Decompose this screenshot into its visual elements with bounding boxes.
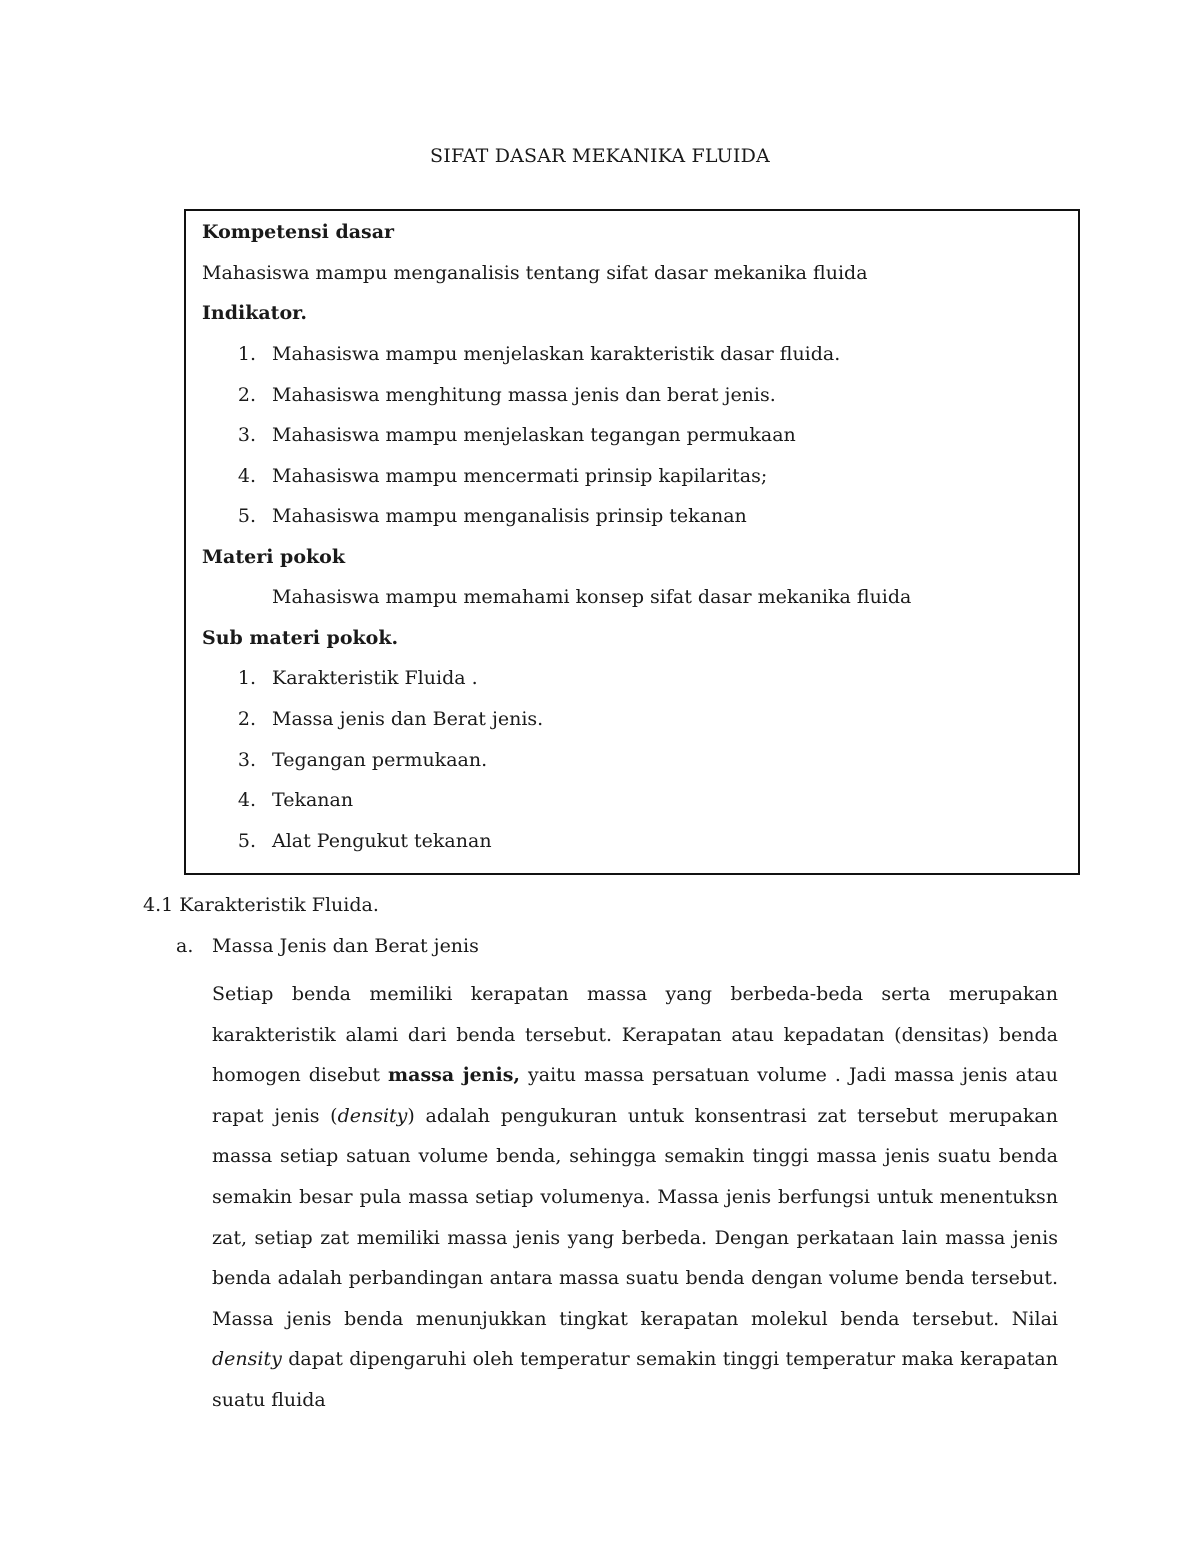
indikator-number: 4. (237, 465, 256, 487)
kompetensi-text: Mahasiswa mampu menganalisis tentang sifat dasar mekanika fluida (202, 262, 868, 284)
submateri-item: Tekanan (272, 789, 354, 811)
submateri-item: Alat Pengukut tekanan (272, 830, 492, 852)
para-text: Setiap benda memiliki kerapatan massa yang berbeda-beda serta merupakan karakteristik alami dari benda tersebut. Kerapatan atau kepadatan (densitas) benda homogen disebut (212, 983, 1058, 1087)
indikator-number: 3. (237, 424, 256, 446)
submateri-number: 5. (237, 830, 256, 852)
indikator-heading: Indikator. (202, 302, 308, 324)
para-text: dapat dipengaruhi oleh temperatur semakin tinggi temperatur maka kerapatan suatu fluida (212, 1348, 1058, 1411)
submateri-item: Massa jenis dan Berat jenis. (272, 708, 544, 730)
competency-box (184, 209, 1080, 875)
submateri-number: 2. (237, 708, 256, 730)
submateri-heading: Sub materi pokok. (202, 627, 399, 649)
indikator-item: Mahasiswa mampu mencermati prinsip kapilaritas; (272, 465, 768, 487)
subsection-letter: a. (176, 935, 194, 957)
section-heading: 4.1 Karakteristik Fluida. (143, 894, 379, 916)
indikator-item: Mahasiswa menghitung massa jenis dan berat jenis. (272, 384, 776, 406)
submateri-item: Tegangan permukaan. (272, 749, 488, 771)
kompetensi-heading: Kompetensi dasar (202, 221, 395, 243)
indikator-number: 1. (237, 343, 256, 365)
submateri-number: 3. (237, 749, 256, 771)
para-bold-term: massa jenis, (388, 1064, 521, 1087)
indikator-number: 5. (237, 505, 256, 527)
indikator-item: Mahasiswa mampu menganalisis prinsip tekanan (272, 505, 747, 527)
submateri-number: 4. (237, 789, 256, 811)
body-paragraph (212, 974, 1058, 1421)
materi-text: Mahasiswa mampu memahami konsep sifat dasar mekanika fluida (272, 586, 912, 608)
para-italic-term: density (337, 1104, 408, 1127)
para-text: yaitu massa persatuan volume . Jadi massa jenis atau rapat jenis ( (212, 1064, 1058, 1127)
submateri-number: 1. (237, 667, 256, 689)
indikator-item: Mahasiswa mampu menjelaskan karakteristik dasar fluida. (272, 343, 841, 365)
subsection-title: Massa Jenis dan Berat jenis (212, 935, 479, 957)
para-italic-term: density (212, 1348, 282, 1371)
materi-heading: Materi pokok (202, 546, 346, 568)
submateri-item: Karakteristik Fluida . (272, 667, 478, 689)
indikator-number: 2. (237, 384, 256, 406)
para-text: ) adalah pengukuran untuk konsentrasi zat tersebut merupakan massa setiap satuan volume benda, sehingga semakin tinggi massa jenis suatu benda semakin besar pula massa setiap volumenya. Massa jenis berfungsi untuk menentuksn zat, setiap zat memiliki massa jenis yang berbeda. Dengan perkataan lain massa jenis benda adalah perbandingan antara massa suatu benda dengan volume benda tersebut. Massa jenis benda menunjukkan tingkat kerapatan molekul benda tersebut. Nilai (212, 1104, 1058, 1330)
page-title: SIFAT DASAR MEKANIKA FLUIDA (430, 145, 770, 167)
indikator-item: Mahasiswa mampu menjelaskan tegangan permukaan (272, 424, 796, 446)
